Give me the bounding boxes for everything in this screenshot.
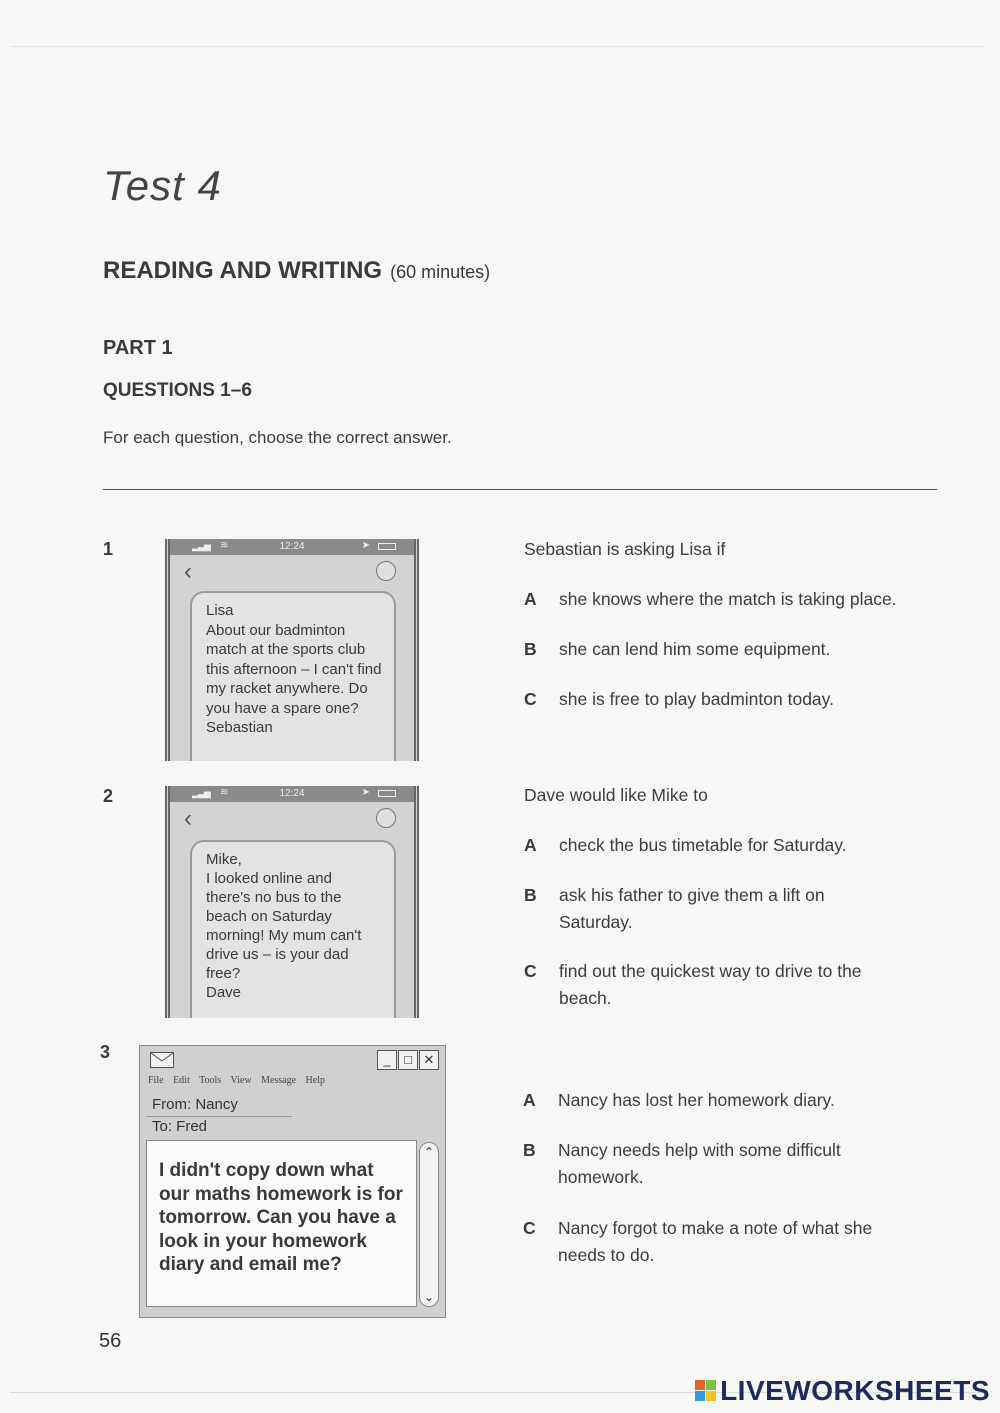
option-text: Nancy has lost her homework diary. — [558, 1090, 835, 1110]
email-titlebar — [140, 1046, 445, 1074]
option-a[interactable] — [523, 1087, 943, 1117]
location-icon: ➤ — [361, 540, 370, 551]
section-title — [103, 257, 490, 285]
phone-time: 12:24 — [279, 541, 305, 552]
option-text: she can lend him some equipment. — [559, 639, 831, 659]
brand-logo[interactable] — [695, 1375, 990, 1407]
option-letter: A — [524, 835, 537, 855]
phone-message — [165, 539, 419, 761]
option-c[interactable] — [524, 686, 944, 716]
envelope-icon — [150, 1052, 174, 1068]
option-b[interactable] — [524, 636, 944, 666]
wifi-icon: ≋ — [220, 540, 229, 551]
message-line: this afternoon – I can't find — [206, 660, 382, 678]
close-icon[interactable]: ✕ — [419, 1050, 439, 1070]
option-text: find out the quickest way to drive to the beach. — [559, 961, 862, 1008]
window-controls — [376, 1050, 439, 1070]
email-to: To: Fred — [152, 1118, 208, 1135]
signal-icon: ▂▃▅ — [192, 788, 210, 798]
instruction: For each question, choose the correct answer. — [103, 428, 452, 447]
option-a[interactable] — [524, 832, 944, 862]
test-title: Test 4 — [103, 162, 222, 209]
message-line: match at the sports club — [206, 641, 366, 658]
message-line: you have a spare one? — [206, 699, 359, 717]
message-line: Mike, — [206, 851, 242, 868]
section-duration: (60 minutes) — [390, 262, 491, 282]
message-line: About our badminton — [206, 621, 346, 639]
message-line: there's no bus to the — [206, 889, 342, 906]
email-body: I didn't copy down what our maths homework is for tomorrow. Can you have a look in your homework diary and email me? — [146, 1140, 417, 1307]
option-letter: C — [524, 689, 537, 709]
question-number: 1 — [103, 539, 114, 559]
top-rule — [10, 46, 985, 47]
option-letter: A — [524, 589, 537, 609]
wifi-icon: ≋ — [220, 787, 229, 798]
menu-edit[interactable]: Edit — [173, 1075, 190, 1086]
message-bubble — [190, 591, 396, 761]
option-text: Nancy forgot to make a note of what she needs to do. — [558, 1218, 873, 1265]
camera-icon[interactable] — [376, 808, 396, 828]
option-text: check the bus timetable for Saturday. — [559, 835, 847, 855]
message-line: drive us – is your dad — [206, 946, 349, 963]
option-b[interactable] — [524, 882, 944, 938]
menu-view[interactable]: View — [230, 1075, 252, 1086]
message-line: Sebastian — [206, 719, 273, 736]
section-title-text: READING AND WRITING — [103, 257, 383, 284]
menu-message[interactable]: Message — [261, 1075, 297, 1086]
battery-icon — [378, 790, 396, 797]
option-letter: B — [524, 885, 537, 905]
option-letter: C — [524, 961, 537, 981]
option-letter: B — [524, 639, 537, 659]
back-chevron-icon[interactable]: ‹ — [184, 805, 192, 832]
part-heading: PART 1 — [103, 337, 173, 359]
option-text: she is free to play badminton today. — [559, 689, 834, 709]
battery-icon — [378, 543, 396, 550]
menu-help[interactable]: Help — [305, 1075, 325, 1086]
option-a[interactable] — [524, 586, 944, 616]
message-line: Dave — [206, 984, 242, 1001]
question-stem: Dave would like Mike to — [524, 785, 708, 805]
phone-time: 12:24 — [279, 788, 305, 799]
question-number: 3 — [100, 1042, 111, 1062]
maximize-icon[interactable]: □ — [398, 1050, 418, 1070]
menu-file[interactable]: File — [148, 1075, 164, 1086]
questions-range: QUESTIONS 1–6 — [103, 380, 252, 401]
message-line: my racket anywhere. Do — [206, 680, 368, 697]
scroll-down-icon[interactable]: ⌄ — [423, 1290, 435, 1304]
back-chevron-icon[interactable]: ‹ — [184, 558, 192, 585]
phone-status-bar — [170, 786, 414, 802]
page-number: 56 — [99, 1330, 122, 1352]
brand-badge-icon — [695, 1380, 717, 1402]
email-window — [139, 1045, 446, 1318]
email-from: From: Nancy — [146, 1096, 292, 1117]
message-line: Lisa — [206, 602, 234, 619]
question-number: 2 — [103, 786, 114, 806]
option-letter: B — [523, 1140, 536, 1160]
message-line: beach on Saturday — [206, 908, 332, 925]
option-text: Nancy needs help with some difficult homework. — [558, 1140, 841, 1187]
message-line: I looked online and — [206, 870, 332, 887]
message-bubble — [190, 840, 396, 1018]
scroll-up-icon[interactable]: ⌃ — [423, 1145, 435, 1159]
signal-icon: ▂▃▅ — [192, 541, 210, 551]
minimize-icon[interactable]: _ — [377, 1050, 397, 1070]
option-c[interactable] — [523, 1215, 943, 1271]
location-icon: ➤ — [361, 787, 370, 798]
phone-message — [165, 786, 419, 1018]
option-letter: A — [523, 1090, 536, 1110]
option-text: ask his father to give them a lift on Saturday. — [559, 885, 825, 932]
email-menubar — [140, 1075, 445, 1089]
option-c[interactable] — [524, 958, 944, 1014]
message-line: morning! My mum can't — [206, 927, 362, 944]
brand-text: LIVEWORKSHEETS — [720, 1375, 990, 1406]
option-text: she knows where the match is taking place. — [559, 589, 897, 609]
phone-status-bar — [170, 539, 414, 555]
message-line: free? — [206, 965, 241, 982]
menu-tools[interactable]: Tools — [199, 1075, 222, 1086]
camera-icon[interactable] — [376, 561, 396, 581]
section-divider — [103, 489, 937, 490]
option-b[interactable] — [523, 1137, 943, 1193]
email-scrollbar[interactable] — [419, 1142, 439, 1307]
question-stem: Sebastian is asking Lisa if — [524, 539, 726, 559]
option-letter: C — [523, 1218, 536, 1238]
